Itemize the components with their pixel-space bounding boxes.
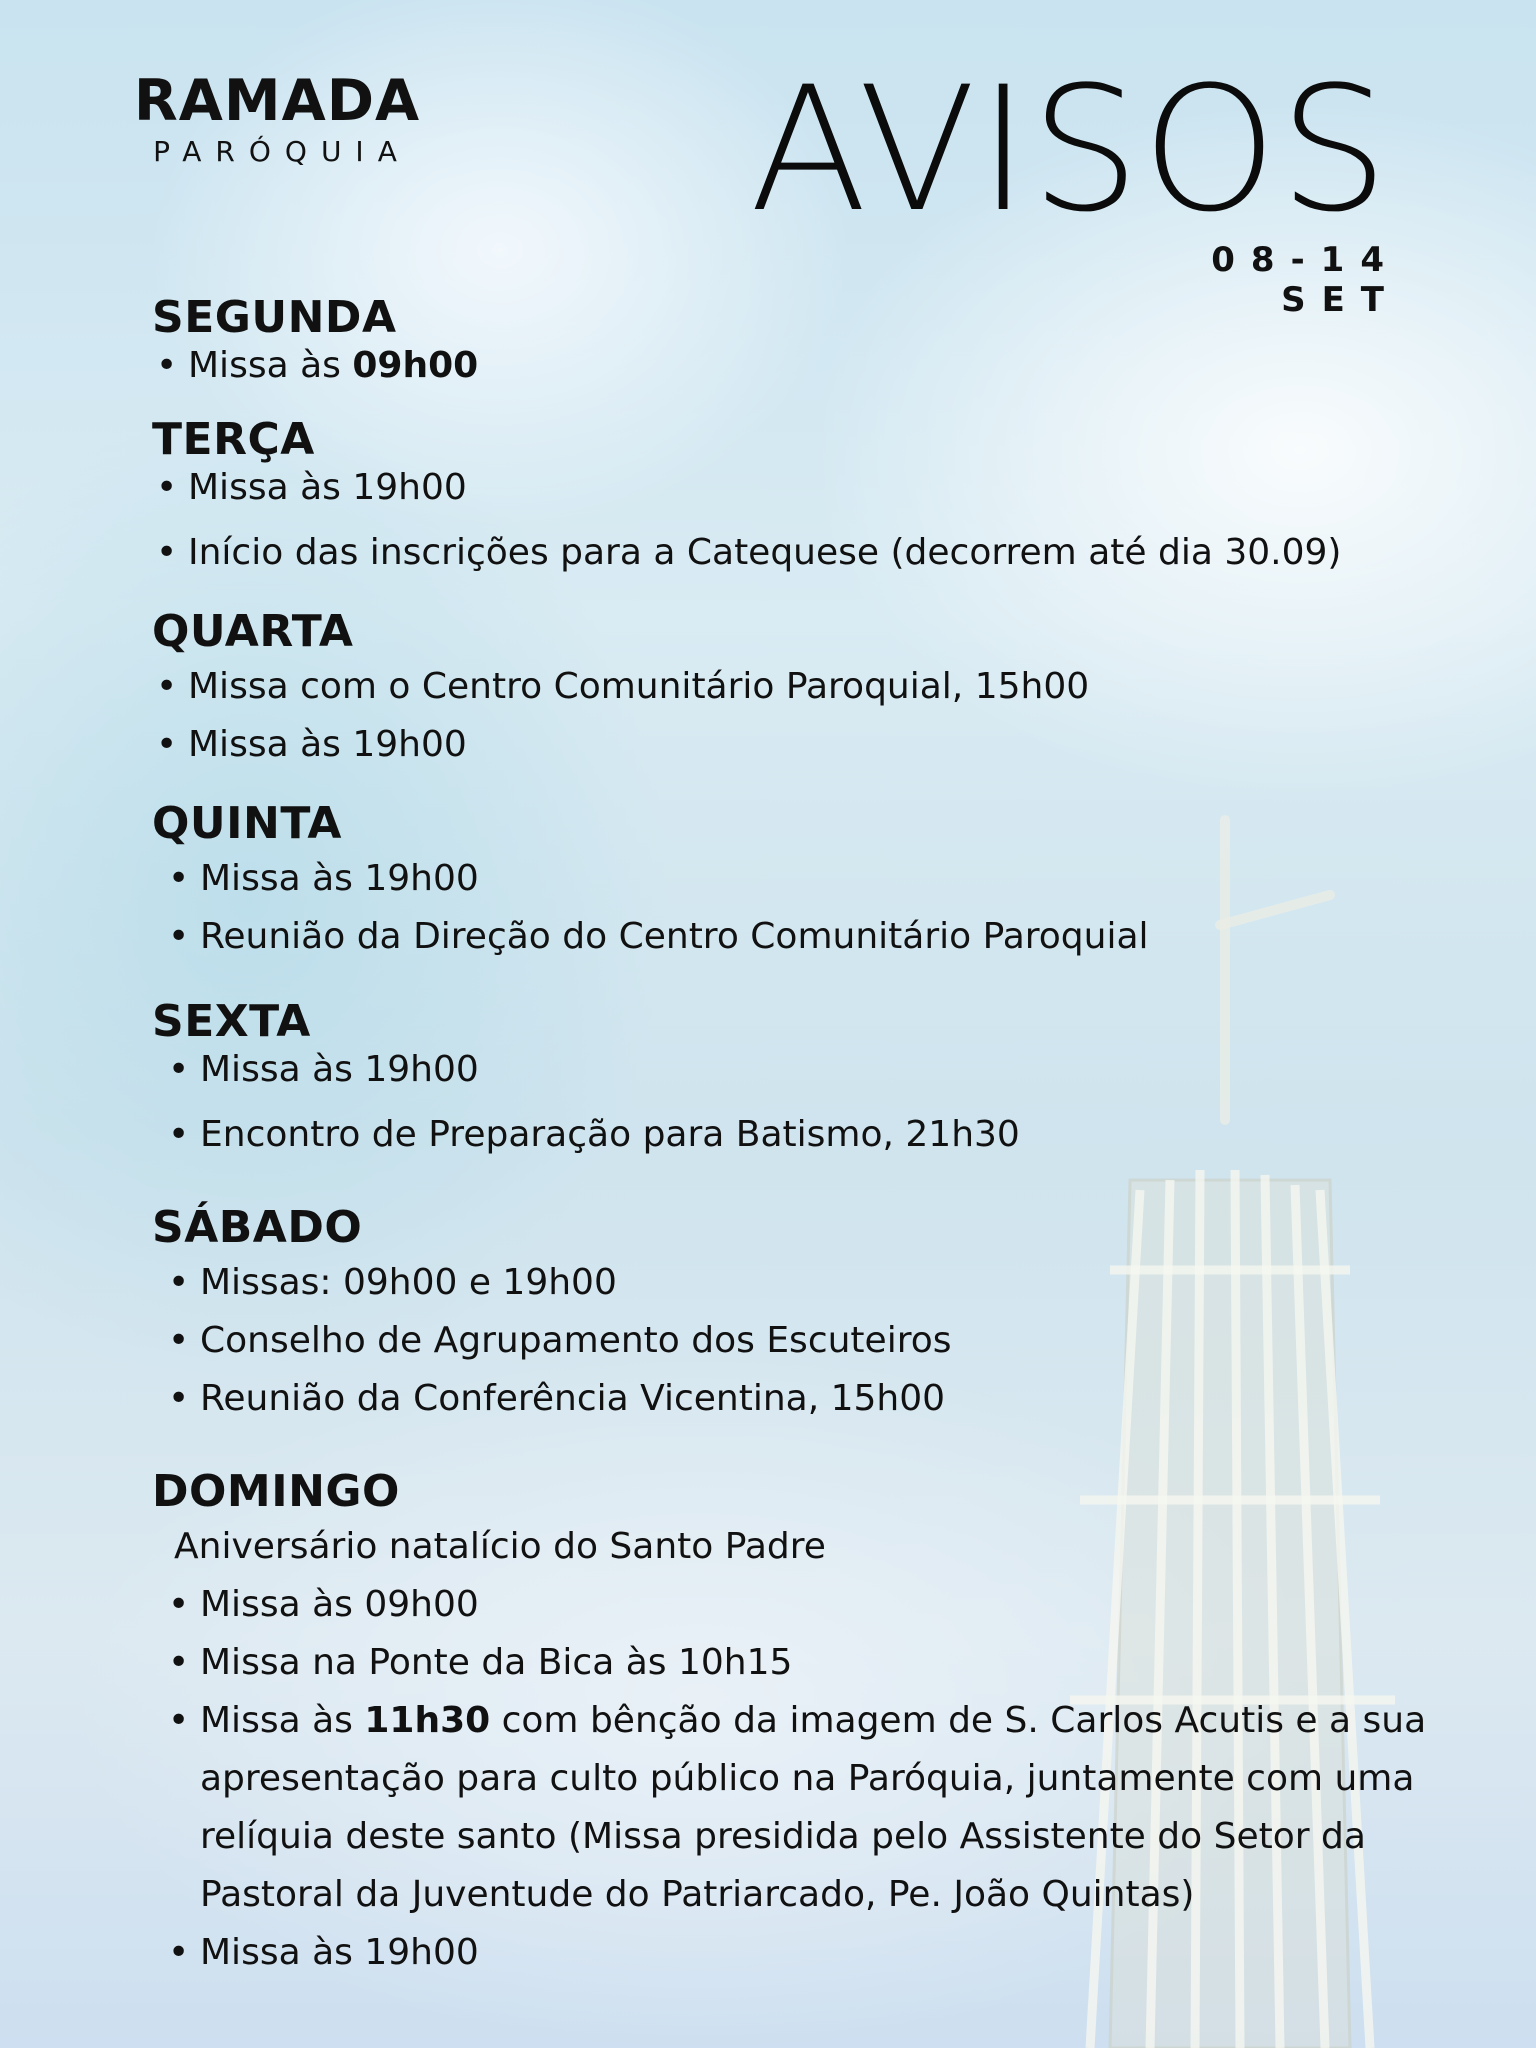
day-title: SEXTA <box>152 996 311 1047</box>
brand-subtitle: PARÓQUIA <box>153 135 411 168</box>
list-item: • Missa às 19h00 <box>152 716 1089 774</box>
brand-name: RAMADA <box>133 68 421 134</box>
list-item: • Missas: 09h00 e 19h00 <box>152 1254 951 1312</box>
day-title: QUINTA <box>152 798 342 849</box>
list-item: • Início das inscrições para a Catequese (decorrem até dia 30.09) <box>152 524 1341 582</box>
list-item: • Missa às 09h00 <box>152 1576 1450 1634</box>
list-item: • Missa às 11h30 com bênção da imagem de S. Carlos Acutis e a sua apresentação para culto público na Paróquia, juntamente com uma relíquia deste santo (Missa presidida pelo Assistente do Setor da Pastoral da Juventude do Patriarcado, Pe. João Quintas) <box>152 1692 1450 1924</box>
list-item: • Reunião da Conferência Vicentina, 15h00 <box>152 1370 951 1428</box>
day-monday <box>152 292 478 388</box>
day-title: QUARTA <box>152 606 354 657</box>
day-note: Aniversário natalício do Santo Padre <box>174 1526 826 1567</box>
day-tuesday <box>152 414 1341 582</box>
list-item: • Missa às 09h00 <box>152 344 478 388</box>
list-item: • Missa na Ponte da Bica às 10h15 <box>152 1634 1450 1692</box>
list-item: • Missa às 19h00 <box>152 1048 1020 1092</box>
list-item: • Missa às 19h00 <box>152 1924 1450 1982</box>
day-sunday <box>152 1466 1450 1982</box>
date-range: 08-14 SET <box>1211 240 1400 320</box>
day-title: SÁBADO <box>152 1202 363 1253</box>
list-item: • Missa com o Centro Comunitário Paroquial, 15h00 <box>152 658 1089 716</box>
list-item: • Reunião da Direção do Centro Comunitário Paroquial <box>152 908 1149 966</box>
page-title: AVISOS <box>749 49 1391 250</box>
day-saturday <box>152 1202 951 1428</box>
day-title: DOMINGO <box>152 1466 400 1517</box>
list-item: • Missa às 19h00 <box>152 466 1341 510</box>
day-friday <box>152 996 1020 1164</box>
list-item: • Conselho de Agrupamento dos Escuteiros <box>152 1312 951 1370</box>
day-thursday <box>152 798 1149 966</box>
parish-logo <box>127 68 427 170</box>
day-title: SEGUNDA <box>152 292 397 343</box>
day-wednesday <box>152 606 1089 774</box>
list-item: • Encontro de Preparação para Batismo, 21h30 <box>152 1106 1020 1164</box>
list-item: • Missa às 19h00 <box>152 850 1149 908</box>
day-title: TERÇA <box>152 414 315 465</box>
